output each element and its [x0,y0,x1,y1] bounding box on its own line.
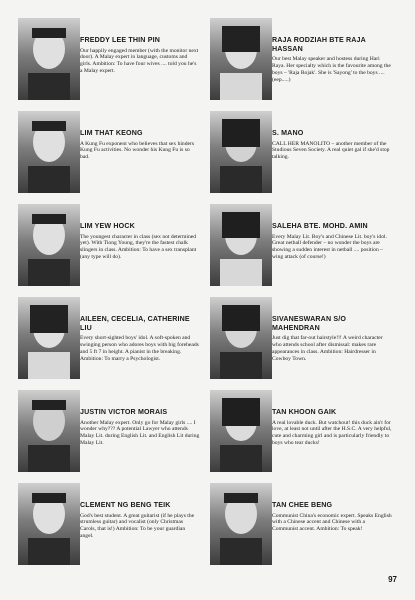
student-photo [210,390,272,472]
student-entry [210,204,410,294]
portrait-image [210,483,272,565]
portrait-image [18,390,80,472]
student-entry [210,297,410,387]
student-entry [210,111,410,201]
student-description: Our happily engaged member (with the monitor next door). A Malay expert in language, customs and girls. Ambition: To have four wives .... told you he's a Malay expert. [80,47,199,75]
student-description: Another Malay expert. Only go for Malay girls .... I wonder why??? A potential Lawyer who attends Malay Lit. during English Lit. and English Lit during Malay Lit. [80,419,200,447]
student-name: SALEHA BTE. MOHD. AMIN [272,222,368,230]
student-entry [210,483,410,573]
student-photo [210,204,272,286]
student-name: SIVANESWARAN S/O MAHENDRAN [272,315,347,332]
student-entry [18,297,218,387]
portrait-image [18,111,80,193]
portrait-image [210,18,272,100]
student-description: Every short-sighted boys' idol. A soft-spoken and swinging person who adores boys with big foreheads and 5 ft 7 in height. A pianist in the breaking. Ambition: To marry a Psychologist. [80,335,199,362]
student-name: CLEMENT NG BENG TEIK [80,501,171,509]
student-entry [18,204,218,294]
student-description: Our best Malay speaker and hostess during Hari Raya. Her specialty which is the favourite among the boys – 'Raja Rojak'. She is 'Sayong' to the boys .... (eep.....) [272,56,391,83]
student-name: S. MANO [272,129,304,137]
student-photo [18,483,80,565]
student-name: JUSTIN VICTOR MORAIS [80,408,168,416]
student-entry [18,18,218,108]
portrait-image [18,483,80,565]
student-photo [18,390,80,472]
student-photo [18,111,80,193]
student-photo [210,111,272,193]
portrait-image [18,204,80,286]
student-photo [18,18,80,100]
student-entry [18,111,218,201]
student-photo [18,204,80,286]
student-description: God's best student. A great guitarist (if he plays the strumless guitar) and vocalist (only Christmas Carols, that is!) Ambition: To be your guardian angel. [80,512,195,540]
student-description: The youngest character in class (sex not determined yet). With Tiong Young, they're the fastest chalk slingers in class. Ambition: To have a sex transplant (any type will do). [80,233,197,261]
student-name: FREDDY LEE THIN PIN [80,36,160,44]
student-photo [210,297,272,379]
student-name: LIM YEW HOCK [80,222,135,230]
student-name: TAN KHOON GAIK [272,408,337,416]
portrait-image [210,390,272,472]
page-number: 97 [388,575,397,584]
portrait-image [210,297,272,379]
student-entry [18,390,218,480]
portrait-image [210,111,272,193]
student-name: RAJA RODZIAH BTE RAJA HASSAN [272,36,366,53]
student-photo [210,483,272,565]
student-description: A Kung Fu exponent who believes that sex hinders Kung Fu activities. No wonder his Kung Fu is so bad. [80,140,195,161]
student-name: AILEEN, CECELIA, CATHERINE LIU [80,315,190,332]
student-description: A real lovable duck. But watchout! this duck ain't for love, at least not until after the H.S.C. A very helpful, cute and charming girl and is particularly friendly to boys who tear ducks! [272,419,392,447]
student-photo [210,18,272,100]
student-entry [210,18,410,108]
portrait-image [210,204,272,286]
student-entry [210,390,410,480]
student-description: Every Malay Lit. Boy's and Chinese Lit. boy's idol. Great netball defender – no wonder the boys are showing a sudden interest in netball .... position – wing attack (of course!) [272,233,387,261]
student-photo [18,297,80,379]
portrait-image [18,297,80,379]
student-entry [18,483,218,573]
portrait-image [18,18,80,100]
student-description: Just dig that far-out hairstyle!!! A weird character who attends school after dismissal: makes rare appearances in class. Ambition: Hairdresser in Cowboy Town. [272,335,383,362]
student-name: TAN CHEE BENG [272,501,333,509]
student-description: Communist China's economic expert. Speaks English with a Chinese accent and Chinese with a Communist accent. Ambition: To speak! [272,512,392,533]
student-name: LIM THAT KEONG [80,129,143,137]
student-description: CALL HER MANOLITO – another member of the Studious Seven Society. A real quiet gal if she'd stop talking. [272,140,390,161]
